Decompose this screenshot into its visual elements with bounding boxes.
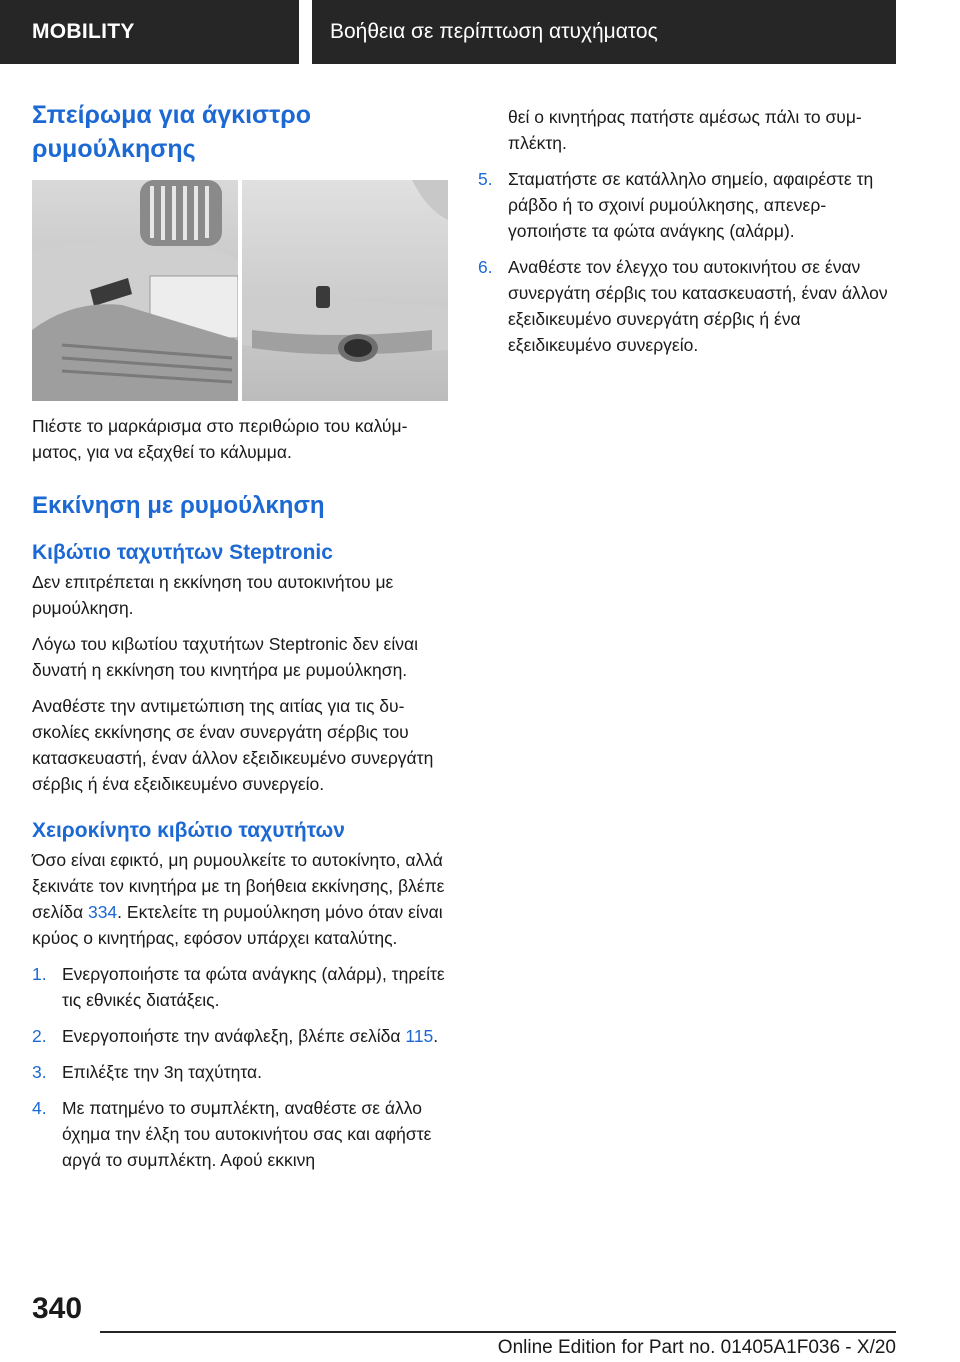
edition-note: Online Edition for Part no. 01405A1F036 - X/20 xyxy=(497,1337,896,1358)
step-number: 2. xyxy=(32,1026,47,1046)
list-item xyxy=(32,1023,450,1049)
list-item-continued xyxy=(478,104,898,156)
step-text: Επιλέξτε την 3η ταχύτητα. xyxy=(62,1062,263,1082)
step-number: 1. xyxy=(32,964,47,984)
list-item xyxy=(32,1059,450,1085)
bumper-figure xyxy=(32,180,448,401)
step-number: 4. xyxy=(32,1098,47,1118)
step-text: Αναθέστε τον έλεγχο του αυτοκινήτου σε έναν συνεργάτη σέρβις του κατασκευαστή, έναν άλλον εξειδικευμένο συνεργάτη σέρβις ή ένα εξειδικευμένο συνεργείο. xyxy=(508,257,888,355)
steps-list-left xyxy=(32,961,450,1173)
step-text: θεί ο κινητήρας πατήστε αμέσως πάλι το συμπλέκτη. xyxy=(508,107,862,153)
exhaust-pipe-icon xyxy=(338,334,378,362)
section-tab[interactable]: MOBILITY xyxy=(0,0,299,64)
step-text-post: . xyxy=(433,1026,439,1046)
figure-caption: Πιέστε το μαρκάρισμα στο περιθώριο του καλύμματος, για να εξαχθεί το κάλυμμα. xyxy=(32,416,408,462)
step-number: 6. xyxy=(478,257,493,277)
list-item xyxy=(478,166,898,244)
steptronic-paragraph-2: Λόγω του κιβωτίου ταχυτήτων Steptronic δεν είναι δυνατή η εκκίνηση του κινητήρα με ρυμούλκηση. xyxy=(32,634,418,680)
bumper-illustration xyxy=(32,180,448,401)
page-link-334[interactable]: 334 xyxy=(87,902,118,922)
chapter-title: Βοήθεια σε περίπτωση ατυχήματος xyxy=(312,0,896,64)
left-column xyxy=(32,98,450,1173)
page-number: 340 xyxy=(32,1292,83,1325)
manual-paragraph xyxy=(32,847,450,951)
page-link-115[interactable]: 115 xyxy=(405,1026,434,1046)
steptronic-paragraph-3: Αναθέστε την αντιμετώπιση της αιτίας για τις δυσκολίες εκκίνησης σε έναν συνεργάτη σέρβις του κατασκευαστή, έναν άλλον εξειδικευμένο συνεργάτη σέρβις ή ένα εξειδικευμένο συνεργείο. xyxy=(32,696,434,794)
rear-tow-cover xyxy=(316,286,330,308)
step-number: 3. xyxy=(32,1062,47,1082)
list-item xyxy=(478,254,898,358)
manual-text-post: . Εκτελείτε τη ρυμούλκηση μόνο όταν είναι κρύος ο κινητήρας, εφόσον υπάρχει καταλύτης. xyxy=(32,902,443,948)
list-item xyxy=(32,961,450,1013)
kidney-grille-icon xyxy=(140,180,222,246)
step-text: Με πατημένο το συμπλέκτη, αναθέστε σε άλλο όχημα την έλξη του αυτοκινήτου σας και αφήστε αργά το συμπλέκτη. Αφού εκκινη xyxy=(62,1098,432,1170)
right-column xyxy=(478,98,898,358)
heading-manual-gearbox: Χειροκίνητο κιβώτιο ταχυτήτων xyxy=(32,819,345,842)
manual-text-pre: Όσο είναι εφικτό, μη ρυμουλκείτε το αυτοκίνητο, αλλά ξεκινάτε τον κινητήρα με τη βοήθεια εκκίνησης, βλέπε σελίδα xyxy=(32,850,445,922)
heading-steptronic: Κιβώτιο ταχυτήτων Steptronic xyxy=(32,541,333,564)
list-item xyxy=(32,1095,450,1173)
footer-divider xyxy=(100,1331,896,1333)
steptronic-paragraph-1: Δεν επιτρέπεται η εκκίνηση του αυτοκινήτου με ρυμούλκηση. xyxy=(32,572,394,618)
heading-tow-start: Εκκίνηση με ρυμούλκηση xyxy=(32,492,325,519)
step-text-pre: Ενεργοποιήστε την ανάφλεξη, βλέπε σελίδα xyxy=(62,1026,406,1046)
step-text: Σταματήστε σε κατάλληλο σημείο, αφαιρέστε τη ράβδο ή το σχοινί ρυμούλκησης, απενεργοποιήστε τα φώτα ανάγκης (αλάρμ). xyxy=(508,169,874,241)
step-text: Ενεργοποιήστε τα φώτα ανάγκης (αλάρμ), τηρείτε τις εθνικές διατάξεις. xyxy=(62,964,445,1010)
step-number: 5. xyxy=(478,169,493,189)
heading-tow-hook-thread: Σπείρωμα για άγκιστρο ρυμούλκησης xyxy=(32,101,312,163)
page-header xyxy=(0,0,960,66)
